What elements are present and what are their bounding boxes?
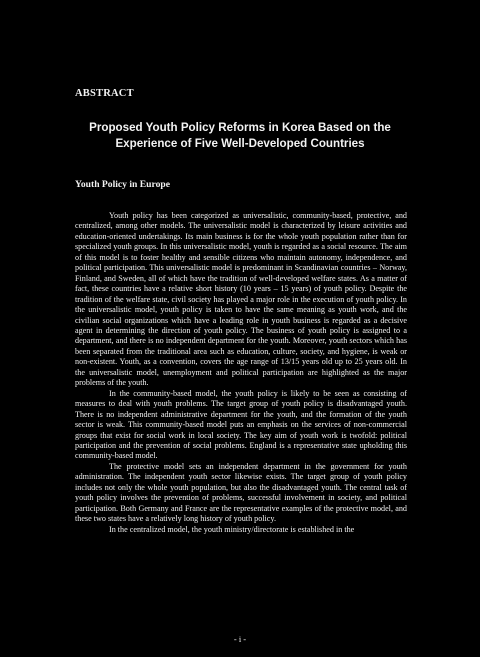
body-text (75, 211, 407, 535)
paragraph-protective: The protective model sets an independent department in the government for youth administration. The independent youth sector likewise exists. The target group of youth policy includes not only the whole youth population, but also the disadvantaged youth. The central task of youth policy involves the prevention of problems, successful involvement in society, and political participation. Both Germany and France are the representative examples of the protective model, and these two states have a relatively long history of youth policy. (75, 461, 407, 524)
paragraph-centralized: In the centralized model, the youth ministry/directorate is established in the (109, 524, 355, 534)
section-heading: Youth Policy in Europe (75, 179, 170, 190)
paragraph-community-based: In the community-based model, the youth policy is likely to be seen as consisting of measures to deal with youth problems. The target group of youth policy is disadvantaged youth. There is no independent administrative department for the youth, and the formation of the youth sector is weak. This community-based model puts an emphasis on the services of non-commercial groups that exist for social work in local society. The key aim of youth work is twofold: political participation and the prevention of social problems. England is a representative state upholding this community-based model. (75, 388, 407, 461)
page-number: - i - (233, 634, 247, 644)
title-line-1: Proposed Youth Policy Reforms in Korea Based on the (89, 121, 391, 134)
title-line-2: Experience of Five Well-Developed Countries (115, 137, 365, 150)
abstract-label: ABSTRACT (75, 88, 134, 99)
document-title (60, 120, 420, 152)
paragraph-universalistic: Youth policy has been categorized as universalistic, community-based, protective, and centralized, among other models. The universalistic model is characterized by leisure activities and education-oriented undertakings. Its main business is for the whole youth population rather than for specialized youth groups. In this universalistic model, youth is regarded as a social resource. The aim of this model is to foster healthy and sensible citizens who maintain autonomy, independence, and political participation. This universalistic model is predominant in Scandinavian countries – Norway, Finland, and Sweden, all of which have the tradition of well-developed welfare states. As a matter of fact, these countries have a relative short history (10 years – 15 years) of youth policy. Despite the tradition of the welfare state, civil society has played a major role in the execution of youth policy. In the universalistic model, youth policy is taken to have the same meaning as youth work, and the civilian social organizations which have a leading role in youth business is regarded as a decisive agent in determining the direction of youth policy. The business of youth policy is assigned to a department, and there is no independent department for the youth. Moreover, youth sectors which has been separated from the traditional area such as education, culture, society, and hygiene, is weak or non-existent. Youth, as a convention, covers the age range of 13/15 years old up to 25 years old. In the universalistic model, unemployment and political participation are highlighted as the major problems of the youth. (75, 211, 407, 388)
